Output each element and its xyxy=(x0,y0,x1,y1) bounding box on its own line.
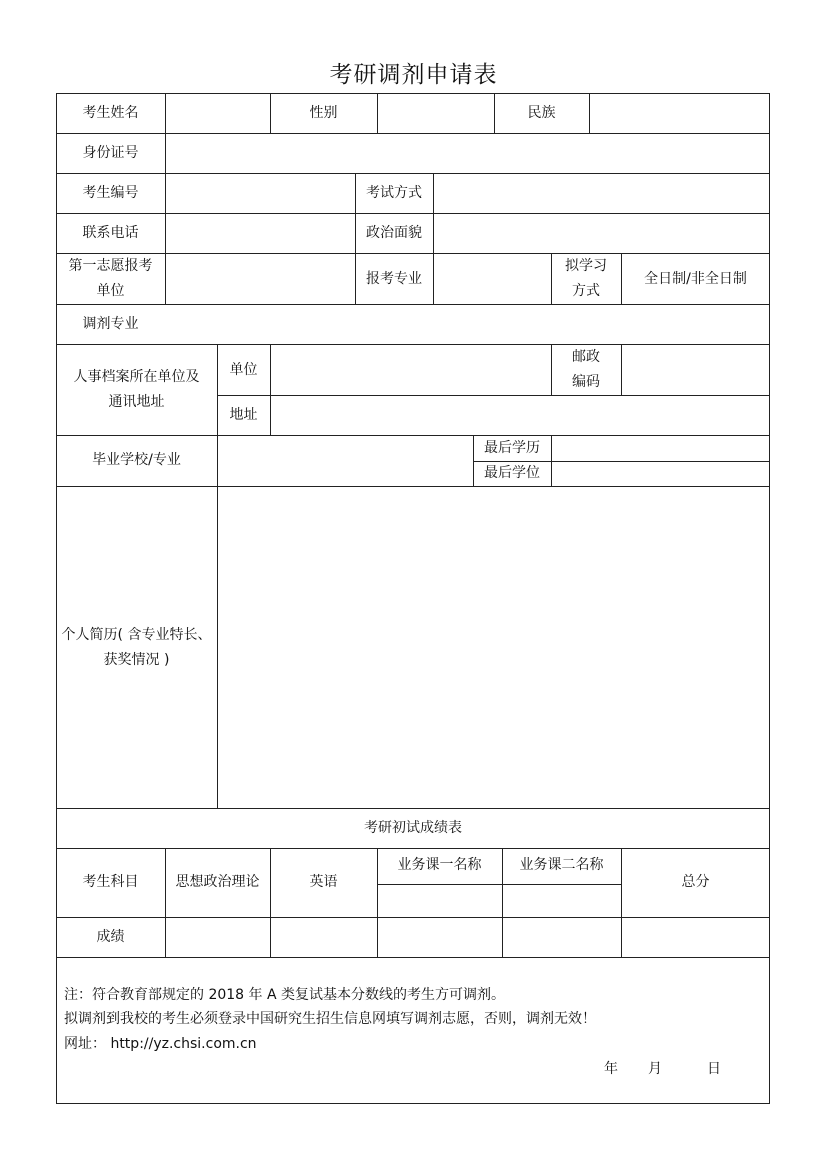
form-title: 考研调剂申请表 xyxy=(329,62,498,88)
political-status-field[interactable] xyxy=(434,214,769,253)
date-month-label: 月 xyxy=(648,1061,662,1077)
date-day-label: 日 xyxy=(707,1061,721,1077)
archive-address-field[interactable] xyxy=(271,396,769,435)
ethnicity-field[interactable] xyxy=(590,94,769,133)
scores-section-title: 考研初试成绩表 xyxy=(364,820,462,836)
website-line: 网址： http://yz.chsi.com.cn xyxy=(64,1036,257,1052)
total-header: 总分 xyxy=(681,874,710,890)
date-year-label: 年 xyxy=(604,1061,618,1077)
first-choice-unit-label-line1: 第一志愿报考 xyxy=(68,258,153,274)
study-mode-options[interactable]: 全日制/非全日制 xyxy=(644,271,747,287)
exam-number-field[interactable] xyxy=(166,174,355,213)
exam-number-label: 考生编号 xyxy=(82,185,139,201)
id-number-field[interactable] xyxy=(166,134,769,173)
postal-code-label-line1: 邮政 xyxy=(572,349,600,365)
course2-header: 业务课二名称 xyxy=(519,857,604,873)
study-mode-label-line1: 拟学习 xyxy=(565,258,607,274)
adjust-major-label: 调剂专业 xyxy=(82,316,139,332)
note-line-1: 注：符合教育部规定的 2018 年 A 类复试基本分数线的考生方可调剂。 xyxy=(64,987,506,1003)
political-status-label: 政治面貌 xyxy=(366,225,422,241)
exam-mode-label: 考试方式 xyxy=(366,185,422,201)
id-number-label: 身份证号 xyxy=(82,145,139,161)
phone-label: 联系电话 xyxy=(82,225,139,241)
politics-header: 思想政治理论 xyxy=(175,874,260,890)
subject-label: 考生科目 xyxy=(82,874,139,890)
archive-address-label: 地址 xyxy=(229,407,258,423)
resume-label-line2: 获奖情况 ) xyxy=(103,652,170,668)
ethnicity-label: 民族 xyxy=(527,105,556,121)
applied-major-label: 报考专业 xyxy=(366,271,422,287)
name-label: 考生姓名 xyxy=(82,105,139,121)
name-field[interactable] xyxy=(166,94,270,133)
gender-field[interactable] xyxy=(378,94,494,133)
english-score-field[interactable] xyxy=(271,918,377,957)
grad-school-label: 毕业学校/专业 xyxy=(92,452,181,468)
course1-header: 业务课一名称 xyxy=(397,857,482,873)
archive-label-line1: 人事档案所在单位及 xyxy=(73,369,200,385)
resume-label-line1: 个人简历( 含专业特长、 xyxy=(61,627,212,643)
english-header: 英语 xyxy=(309,874,338,890)
archive-unit-field[interactable] xyxy=(271,345,551,395)
course2-name-field[interactable] xyxy=(503,885,621,917)
adjust-major-field[interactable] xyxy=(166,305,769,344)
first-choice-unit-field[interactable] xyxy=(166,254,355,304)
course2-score-field[interactable] xyxy=(503,918,621,957)
last-education-label: 最后学历 xyxy=(484,440,540,456)
note-line-2: 拟调剂到我校的考生必须登录中国研究生招生信息网填写调剂志愿，否则，调剂无效！ xyxy=(64,1011,596,1027)
course1-score-field[interactable] xyxy=(378,918,502,957)
total-score-field[interactable] xyxy=(622,918,769,957)
last-degree-field[interactable] xyxy=(552,462,769,486)
score-label: 成绩 xyxy=(96,929,125,945)
archive-label-line2: 通讯地址 xyxy=(108,394,165,410)
last-degree-label: 最后学位 xyxy=(484,465,540,481)
gender-label: 性别 xyxy=(309,105,338,121)
study-mode-label-line2: 方式 xyxy=(572,283,600,299)
postal-code-label-line2: 编码 xyxy=(572,374,600,390)
politics-score-field[interactable] xyxy=(166,918,270,957)
last-education-field[interactable] xyxy=(552,436,769,461)
phone-field[interactable] xyxy=(166,214,355,253)
resume-field[interactable] xyxy=(218,487,769,808)
grad-school-field[interactable] xyxy=(218,436,473,486)
exam-mode-field[interactable] xyxy=(434,174,769,213)
first-choice-unit-label-line2: 单位 xyxy=(96,283,125,299)
archive-unit-label: 单位 xyxy=(229,362,258,378)
applied-major-field[interactable] xyxy=(434,254,551,304)
postal-code-field[interactable] xyxy=(622,345,769,395)
course1-name-field[interactable] xyxy=(378,885,502,917)
